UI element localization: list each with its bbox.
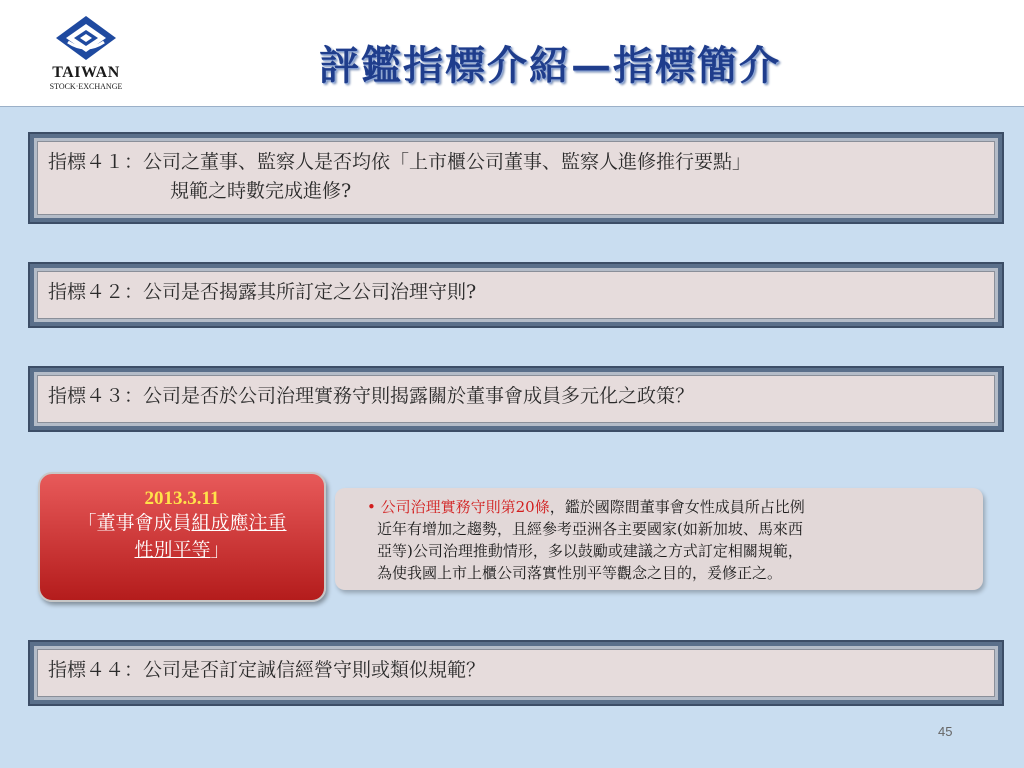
indicator-text: 公司是否於公司治理實務守則揭露關於董事會成員多元化之政策？	[143, 385, 695, 407]
note-line-1: • 公司治理實務守則第20條，鑑於國際間董事會女性成員所占比例	[367, 498, 805, 516]
indicator-label: 指標４３：	[48, 385, 144, 407]
indicator-text: 公司之董事、監察人是否均依「上市櫃公司董事、監察人進修推行要點」	[143, 151, 752, 173]
page-number: 45	[938, 724, 953, 739]
amendment-date-callout	[38, 472, 326, 602]
indicator-42-box	[28, 262, 1004, 328]
governance-note	[335, 488, 983, 590]
indicator-44-box	[28, 640, 1004, 706]
note-line-2: 近年有增加之趨勢，且經參考亞洲各主要國家(如新加坡、馬來西	[377, 520, 803, 538]
indicator-label: 指標４２：	[48, 281, 144, 303]
indicator-label: 指標４４：	[48, 659, 144, 681]
indicator-text-cont: 規範之時數完成進修?	[170, 180, 352, 202]
indicator-label: 指標４１：	[48, 151, 144, 173]
taiwan-stock-exchange-logo	[38, 14, 134, 98]
logo-emblem-icon	[38, 14, 134, 64]
note-line-4: 為使我國上市上櫃公司落實性別平等觀念之目的，爰修正之。	[377, 564, 783, 582]
amendment-date: 2013.3.11	[144, 488, 220, 509]
indicator-text: 公司是否揭露其所訂定之公司治理守則?	[143, 281, 477, 303]
callout-line-2: 性別平等」	[134, 539, 230, 561]
indicator-41-box	[28, 132, 1004, 224]
indicator-text: 公司是否訂定誠信經營守則或類似規範？	[143, 659, 486, 681]
logo-subtext: STOCK·EXCHANGE	[49, 82, 123, 91]
note-line-3: 亞等)公司治理推動情形，多以鼓勵或建議之方式訂定相關規範，	[377, 542, 803, 560]
header	[0, 0, 1024, 107]
logo-word: TAIWAN	[52, 64, 120, 81]
callout-line-1: 「董事會成員組成應注重	[77, 512, 287, 534]
note-article-ref: 公司治理實務守則第20條	[380, 498, 550, 516]
indicator-43-box	[28, 366, 1004, 432]
page-title: 評鑑指標介紹—指標簡介	[319, 42, 781, 89]
